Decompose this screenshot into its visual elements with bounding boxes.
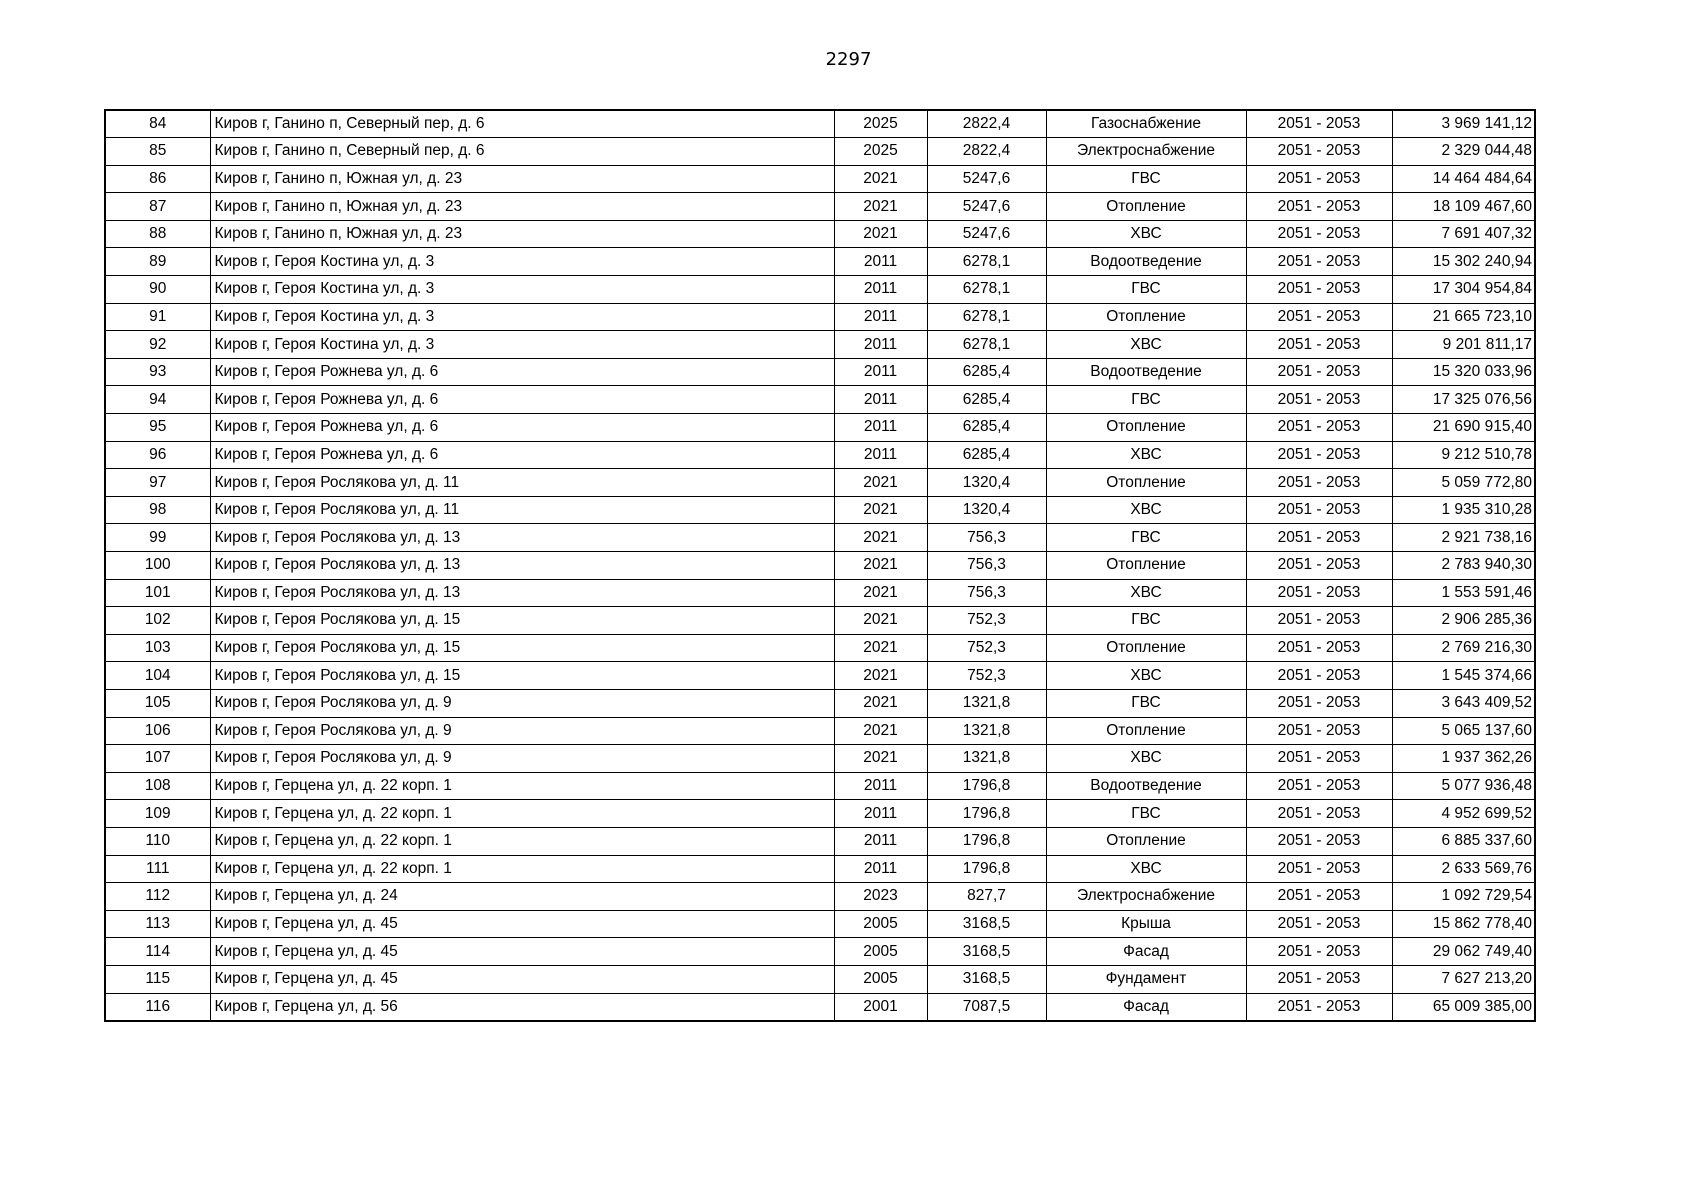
row-number-cell: 101: [105, 579, 210, 607]
address-cell: Киров г, Героя Рожнева ул, д. 6: [210, 414, 834, 442]
work-type-cell: ХВС: [1046, 855, 1246, 883]
period-cell: 2051 - 2053: [1246, 358, 1392, 386]
area-cell: 3168,5: [927, 965, 1046, 993]
work-type-cell: ГВС: [1046, 607, 1246, 635]
page-number: 2297: [825, 49, 872, 70]
table-row: [105, 800, 1535, 828]
area-cell: 1321,8: [927, 717, 1046, 745]
address-cell: Киров г, Героя Рослякова ул, д. 9: [210, 689, 834, 717]
area-cell: 2822,4: [927, 138, 1046, 166]
row-number-cell: 114: [105, 938, 210, 966]
row-number-cell: 89: [105, 248, 210, 276]
cost-cell: 1 937 362,26: [1392, 745, 1535, 773]
address-cell: Киров г, Герцена ул, д. 45: [210, 938, 834, 966]
year-cell: 2021: [834, 579, 927, 607]
cost-cell: 18 109 467,60: [1392, 193, 1535, 221]
cost-cell: 21 690 915,40: [1392, 414, 1535, 442]
cost-cell: 5 077 936,48: [1392, 772, 1535, 800]
area-cell: 6285,4: [927, 441, 1046, 469]
year-cell: 2001: [834, 993, 927, 1021]
cost-cell: 65 009 385,00: [1392, 993, 1535, 1021]
table-row: [105, 276, 1535, 304]
area-cell: 756,3: [927, 579, 1046, 607]
cost-cell: 17 325 076,56: [1392, 386, 1535, 414]
table-row: [105, 910, 1535, 938]
work-type-cell: ХВС: [1046, 220, 1246, 248]
cost-cell: 29 062 749,40: [1392, 938, 1535, 966]
year-cell: 2021: [834, 717, 927, 745]
address-cell: Киров г, Герцена ул, д. 56: [210, 993, 834, 1021]
row-number-cell: 96: [105, 441, 210, 469]
table-row: [105, 386, 1535, 414]
cost-cell: 2 633 569,76: [1392, 855, 1535, 883]
table-row: [105, 303, 1535, 331]
work-type-cell: Электроснабжение: [1046, 138, 1246, 166]
period-cell: 2051 - 2053: [1246, 717, 1392, 745]
row-number-cell: 104: [105, 662, 210, 690]
row-number-cell: 85: [105, 138, 210, 166]
work-type-cell: ХВС: [1046, 331, 1246, 359]
table-row: [105, 745, 1535, 773]
address-cell: Киров г, Ганино п, Южная ул, д. 23: [210, 220, 834, 248]
address-cell: Киров г, Герцена ул, д. 22 корп. 1: [210, 827, 834, 855]
address-cell: Киров г, Героя Рослякова ул, д. 15: [210, 634, 834, 662]
period-cell: 2051 - 2053: [1246, 110, 1392, 138]
period-cell: 2051 - 2053: [1246, 579, 1392, 607]
work-type-cell: Отопление: [1046, 469, 1246, 497]
area-cell: 5247,6: [927, 220, 1046, 248]
row-number-cell: 103: [105, 634, 210, 662]
cost-cell: 1 545 374,66: [1392, 662, 1535, 690]
area-cell: 1796,8: [927, 800, 1046, 828]
period-cell: 2051 - 2053: [1246, 938, 1392, 966]
row-number-cell: 94: [105, 386, 210, 414]
row-number-cell: 111: [105, 855, 210, 883]
year-cell: 2005: [834, 965, 927, 993]
year-cell: 2021: [834, 496, 927, 524]
area-cell: 7087,5: [927, 993, 1046, 1021]
area-cell: 1796,8: [927, 827, 1046, 855]
work-type-cell: Электроснабжение: [1046, 883, 1246, 911]
table-row: [105, 358, 1535, 386]
table-row: [105, 579, 1535, 607]
cost-cell: 15 302 240,94: [1392, 248, 1535, 276]
cost-cell: 14 464 484,64: [1392, 165, 1535, 193]
row-number-cell: 100: [105, 552, 210, 580]
period-cell: 2051 - 2053: [1246, 689, 1392, 717]
address-cell: Киров г, Героя Рожнева ул, д. 6: [210, 386, 834, 414]
year-cell: 2021: [834, 689, 927, 717]
work-type-cell: ХВС: [1046, 441, 1246, 469]
work-type-cell: Газоснабжение: [1046, 110, 1246, 138]
year-cell: 2011: [834, 855, 927, 883]
period-cell: 2051 - 2053: [1246, 138, 1392, 166]
period-cell: 2051 - 2053: [1246, 496, 1392, 524]
area-cell: 1321,8: [927, 689, 1046, 717]
row-number-cell: 99: [105, 524, 210, 552]
cost-cell: 4 952 699,52: [1392, 800, 1535, 828]
period-cell: 2051 - 2053: [1246, 772, 1392, 800]
year-cell: 2021: [834, 165, 927, 193]
table-row: [105, 993, 1535, 1021]
work-type-cell: ХВС: [1046, 579, 1246, 607]
year-cell: 2023: [834, 883, 927, 911]
work-type-cell: ХВС: [1046, 496, 1246, 524]
cost-cell: 15 320 033,96: [1392, 358, 1535, 386]
table-row: [105, 469, 1535, 497]
cost-cell: 15 862 778,40: [1392, 910, 1535, 938]
area-cell: 6285,4: [927, 358, 1046, 386]
address-cell: Киров г, Героя Рослякова ул, д. 11: [210, 469, 834, 497]
work-type-cell: Крыша: [1046, 910, 1246, 938]
year-cell: 2025: [834, 138, 927, 166]
area-cell: 756,3: [927, 524, 1046, 552]
row-number-cell: 106: [105, 717, 210, 745]
cost-cell: 5 065 137,60: [1392, 717, 1535, 745]
address-cell: Киров г, Ганино п, Северный пер, д. 6: [210, 138, 834, 166]
area-cell: 6278,1: [927, 248, 1046, 276]
period-cell: 2051 - 2053: [1246, 331, 1392, 359]
area-cell: 1321,8: [927, 745, 1046, 773]
address-cell: Киров г, Героя Рослякова ул, д. 15: [210, 662, 834, 690]
work-type-cell: Водоотведение: [1046, 358, 1246, 386]
period-cell: 2051 - 2053: [1246, 965, 1392, 993]
address-cell: Киров г, Ганино п, Северный пер, д. 6: [210, 110, 834, 138]
period-cell: 2051 - 2053: [1246, 414, 1392, 442]
address-cell: Киров г, Героя Рослякова ул, д. 9: [210, 745, 834, 773]
cost-cell: 1 092 729,54: [1392, 883, 1535, 911]
period-cell: 2051 - 2053: [1246, 276, 1392, 304]
row-number-cell: 109: [105, 800, 210, 828]
table-row: [105, 331, 1535, 359]
table-row: [105, 138, 1535, 166]
address-cell: Киров г, Героя Рослякова ул, д. 11: [210, 496, 834, 524]
work-type-cell: Отопление: [1046, 193, 1246, 221]
cost-cell: 2 769 216,30: [1392, 634, 1535, 662]
year-cell: 2011: [834, 276, 927, 304]
address-cell: Киров г, Героя Костина ул, д. 3: [210, 331, 834, 359]
year-cell: 2011: [834, 386, 927, 414]
row-number-cell: 93: [105, 358, 210, 386]
work-type-cell: Отопление: [1046, 717, 1246, 745]
cost-cell: 6 885 337,60: [1392, 827, 1535, 855]
work-type-cell: ХВС: [1046, 745, 1246, 773]
address-cell: Киров г, Ганино п, Южная ул, д. 23: [210, 165, 834, 193]
table-row: [105, 165, 1535, 193]
address-cell: Киров г, Героя Рослякова ул, д. 13: [210, 524, 834, 552]
year-cell: 2021: [834, 524, 927, 552]
table-row: [105, 689, 1535, 717]
area-cell: 1796,8: [927, 855, 1046, 883]
cost-cell: 9 201 811,17: [1392, 331, 1535, 359]
area-cell: 752,3: [927, 607, 1046, 635]
area-cell: 752,3: [927, 662, 1046, 690]
work-type-cell: Водоотведение: [1046, 248, 1246, 276]
table-container: [104, 109, 1536, 1022]
table-row: [105, 607, 1535, 635]
cost-cell: 2 906 285,36: [1392, 607, 1535, 635]
row-number-cell: 97: [105, 469, 210, 497]
address-cell: Киров г, Герцена ул, д. 22 корп. 1: [210, 772, 834, 800]
work-type-cell: ГВС: [1046, 689, 1246, 717]
row-number-cell: 116: [105, 993, 210, 1021]
table-row: [105, 827, 1535, 855]
row-number-cell: 88: [105, 220, 210, 248]
work-type-cell: ГВС: [1046, 800, 1246, 828]
year-cell: 2005: [834, 938, 927, 966]
table-row: [105, 193, 1535, 221]
work-type-cell: Отопление: [1046, 303, 1246, 331]
year-cell: 2021: [834, 607, 927, 635]
period-cell: 2051 - 2053: [1246, 524, 1392, 552]
area-cell: 827,7: [927, 883, 1046, 911]
table-row: [105, 634, 1535, 662]
table-row: [105, 248, 1535, 276]
period-cell: 2051 - 2053: [1246, 469, 1392, 497]
table-row: [105, 110, 1535, 138]
address-cell: Киров г, Герцена ул, д. 45: [210, 910, 834, 938]
row-number-cell: 86: [105, 165, 210, 193]
period-cell: 2051 - 2053: [1246, 303, 1392, 331]
period-cell: 2051 - 2053: [1246, 248, 1392, 276]
table-row: [105, 855, 1535, 883]
period-cell: 2051 - 2053: [1246, 220, 1392, 248]
work-type-cell: Фасад: [1046, 938, 1246, 966]
cost-cell: 7 627 213,20: [1392, 965, 1535, 993]
row-number-cell: 92: [105, 331, 210, 359]
work-type-cell: Отопление: [1046, 414, 1246, 442]
area-cell: 1320,4: [927, 496, 1046, 524]
period-cell: 2051 - 2053: [1246, 193, 1392, 221]
cost-cell: 1 553 591,46: [1392, 579, 1535, 607]
cost-cell: 7 691 407,32: [1392, 220, 1535, 248]
address-cell: Киров г, Героя Рожнева ул, д. 6: [210, 358, 834, 386]
year-cell: 2011: [834, 248, 927, 276]
year-cell: 2021: [834, 552, 927, 580]
period-cell: 2051 - 2053: [1246, 745, 1392, 773]
row-number-cell: 102: [105, 607, 210, 635]
data-table: [104, 109, 1536, 1022]
year-cell: 2021: [834, 634, 927, 662]
area-cell: 1796,8: [927, 772, 1046, 800]
cost-cell: 3 643 409,52: [1392, 689, 1535, 717]
row-number-cell: 113: [105, 910, 210, 938]
period-cell: 2051 - 2053: [1246, 800, 1392, 828]
period-cell: 2051 - 2053: [1246, 855, 1392, 883]
table-row: [105, 662, 1535, 690]
row-number-cell: 112: [105, 883, 210, 911]
address-cell: Киров г, Героя Рослякова ул, д. 13: [210, 552, 834, 580]
area-cell: 6285,4: [927, 414, 1046, 442]
row-number-cell: 95: [105, 414, 210, 442]
period-cell: 2051 - 2053: [1246, 993, 1392, 1021]
cost-cell: 9 212 510,78: [1392, 441, 1535, 469]
year-cell: 2021: [834, 745, 927, 773]
table-row: [105, 965, 1535, 993]
table-row: [105, 938, 1535, 966]
period-cell: 2051 - 2053: [1246, 634, 1392, 662]
row-number-cell: 108: [105, 772, 210, 800]
cost-cell: 1 935 310,28: [1392, 496, 1535, 524]
work-type-cell: ГВС: [1046, 165, 1246, 193]
area-cell: 752,3: [927, 634, 1046, 662]
year-cell: 2011: [834, 441, 927, 469]
work-type-cell: ГВС: [1046, 386, 1246, 414]
area-cell: 3168,5: [927, 910, 1046, 938]
table-row: [105, 220, 1535, 248]
work-type-cell: Фасад: [1046, 993, 1246, 1021]
cost-cell: 21 665 723,10: [1392, 303, 1535, 331]
cost-cell: 5 059 772,80: [1392, 469, 1535, 497]
area-cell: 756,3: [927, 552, 1046, 580]
year-cell: 2011: [834, 827, 927, 855]
table-body: [105, 110, 1535, 1021]
work-type-cell: Отопление: [1046, 827, 1246, 855]
period-cell: 2051 - 2053: [1246, 552, 1392, 580]
period-cell: 2051 - 2053: [1246, 827, 1392, 855]
row-number-cell: 105: [105, 689, 210, 717]
year-cell: 2011: [834, 358, 927, 386]
cost-cell: 2 783 940,30: [1392, 552, 1535, 580]
table-row: [105, 524, 1535, 552]
work-type-cell: Отопление: [1046, 552, 1246, 580]
area-cell: 6278,1: [927, 276, 1046, 304]
area-cell: 3168,5: [927, 938, 1046, 966]
period-cell: 2051 - 2053: [1246, 662, 1392, 690]
period-cell: 2051 - 2053: [1246, 165, 1392, 193]
area-cell: 1320,4: [927, 469, 1046, 497]
address-cell: Киров г, Герцена ул, д. 45: [210, 965, 834, 993]
work-type-cell: ГВС: [1046, 276, 1246, 304]
work-type-cell: ХВС: [1046, 662, 1246, 690]
row-number-cell: 91: [105, 303, 210, 331]
period-cell: 2051 - 2053: [1246, 441, 1392, 469]
address-cell: Киров г, Героя Костина ул, д. 3: [210, 248, 834, 276]
work-type-cell: Водоотведение: [1046, 772, 1246, 800]
address-cell: Киров г, Герцена ул, д. 22 корп. 1: [210, 800, 834, 828]
area-cell: 6278,1: [927, 331, 1046, 359]
cost-cell: 17 304 954,84: [1392, 276, 1535, 304]
area-cell: 2822,4: [927, 110, 1046, 138]
cost-cell: 2 329 044,48: [1392, 138, 1535, 166]
row-number-cell: 115: [105, 965, 210, 993]
address-cell: Киров г, Героя Костина ул, д. 3: [210, 276, 834, 304]
year-cell: 2021: [834, 220, 927, 248]
area-cell: 6285,4: [927, 386, 1046, 414]
address-cell: Киров г, Героя Рослякова ул, д. 15: [210, 607, 834, 635]
table-row: [105, 883, 1535, 911]
table-row: [105, 441, 1535, 469]
year-cell: 2011: [834, 772, 927, 800]
year-cell: 2025: [834, 110, 927, 138]
row-number-cell: 107: [105, 745, 210, 773]
year-cell: 2011: [834, 303, 927, 331]
address-cell: Киров г, Героя Рослякова ул, д. 13: [210, 579, 834, 607]
address-cell: Киров г, Героя Костина ул, д. 3: [210, 303, 834, 331]
year-cell: 2021: [834, 469, 927, 497]
period-cell: 2051 - 2053: [1246, 910, 1392, 938]
period-cell: 2051 - 2053: [1246, 386, 1392, 414]
year-cell: 2011: [834, 331, 927, 359]
table-row: [105, 552, 1535, 580]
work-type-cell: ГВС: [1046, 524, 1246, 552]
table-row: [105, 772, 1535, 800]
area-cell: 5247,6: [927, 165, 1046, 193]
cost-cell: 2 921 738,16: [1392, 524, 1535, 552]
year-cell: 2011: [834, 800, 927, 828]
row-number-cell: 84: [105, 110, 210, 138]
year-cell: 2021: [834, 193, 927, 221]
year-cell: 2005: [834, 910, 927, 938]
period-cell: 2051 - 2053: [1246, 883, 1392, 911]
row-number-cell: 98: [105, 496, 210, 524]
year-cell: 2011: [834, 414, 927, 442]
cost-cell: 3 969 141,12: [1392, 110, 1535, 138]
period-cell: 2051 - 2053: [1246, 607, 1392, 635]
year-cell: 2021: [834, 662, 927, 690]
row-number-cell: 110: [105, 827, 210, 855]
area-cell: 5247,6: [927, 193, 1046, 221]
table-row: [105, 496, 1535, 524]
address-cell: Киров г, Героя Рослякова ул, д. 9: [210, 717, 834, 745]
row-number-cell: 90: [105, 276, 210, 304]
address-cell: Киров г, Герцена ул, д. 24: [210, 883, 834, 911]
row-number-cell: 87: [105, 193, 210, 221]
area-cell: 6278,1: [927, 303, 1046, 331]
table-row: [105, 717, 1535, 745]
address-cell: Киров г, Герцена ул, д. 22 корп. 1: [210, 855, 834, 883]
address-cell: Киров г, Героя Рожнева ул, д. 6: [210, 441, 834, 469]
address-cell: Киров г, Ганино п, Южная ул, д. 23: [210, 193, 834, 221]
work-type-cell: Отопление: [1046, 634, 1246, 662]
table-row: [105, 414, 1535, 442]
work-type-cell: Фундамент: [1046, 965, 1246, 993]
